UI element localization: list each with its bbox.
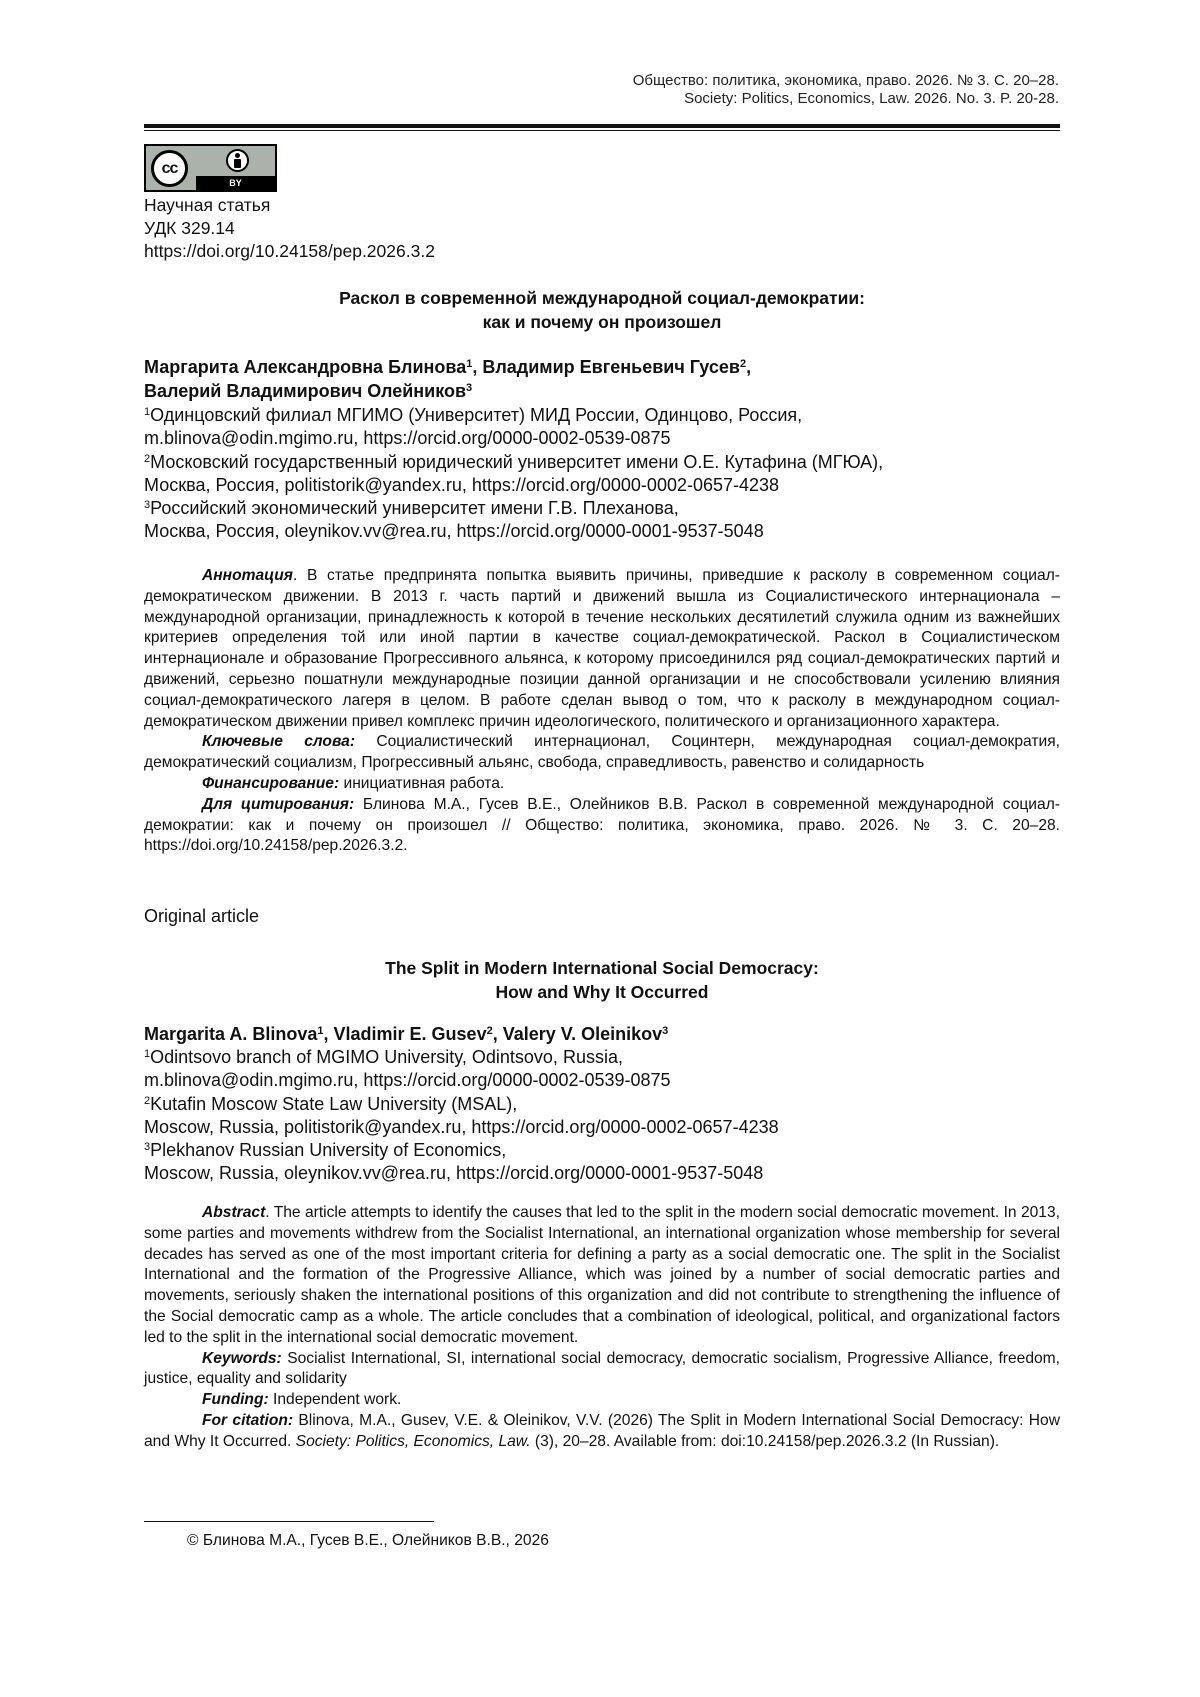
running-head bbox=[633, 72, 1059, 108]
author-sup: 2 bbox=[486, 1025, 493, 1037]
author-separator: , bbox=[323, 1024, 334, 1044]
citation-text: Blinova, M.A., Gusev, V.E. & Oleinikov, V.V. (2026) The Split in Modern International Social Democracy: How and Why It Occurred. bbox=[144, 1411, 1060, 1450]
abstract-text: . В статье предпринята попытка выявить причины, приведшие к расколу в современном социал-демократическом движении. В 2013 г. часть партий и движений вышла из Социалистического интернационала – международной организации, принадлежность к которой в течение нескольких десятилетий служила одним из важнейших критериев определения той или иной партии в качестве социал-демократической. Раскол в Социалистическом интернационале и образование Прогрессивного альянса, к которому присоединился ряд социал-демократических партий и движений, серьезно пошатнули международные позиции данной организации и не способствовали усилению влияния социал-демократического лагеря в целом. В работе сделан вывод о том, что к расколу в международном социал-демократическом движении привел комплекс причин идеологического, политического и организационного характера. bbox=[144, 567, 1060, 730]
author-name: Маргарита Александровна Блинова bbox=[144, 357, 467, 377]
authors-ru bbox=[144, 355, 1060, 403]
affiliation-contacts[interactable]: Москва, Россия, politistorik@yandex.ru, https://orcid.org/0000-0002-0657-4238 bbox=[144, 474, 780, 495]
author-name: Валерий Владимирович Олейников bbox=[144, 381, 467, 401]
citation-text: Блинова М.А., Гусев В.Е., Олейников В.В. Раскол в современной международной социал-демократии: как и почему он произошел // Общество: политика, экономика, право. 2026. № 3. С. 20–28. https://doi.org/10.24158/pep.2026.3.2. bbox=[144, 795, 1060, 855]
doi-link[interactable]: https://doi.org/10.24158/pep.2026.3.2 bbox=[144, 241, 435, 261]
abstract-label: Аннотация bbox=[202, 567, 293, 584]
article-title-ru bbox=[144, 286, 1060, 334]
journal-ref-ru: Общество: политика, экономика, право. 2026. № 3. С. 20–28. bbox=[632, 72, 1059, 89]
affiliation bbox=[144, 497, 1060, 520]
affiliation-line: Российский экономический университет имени Г.В. Плеханова, bbox=[150, 498, 679, 519]
abstract-ru bbox=[144, 566, 1060, 857]
citation-text-end: (3), 20–28. Available from: doi:10.24158/pep.2026.3.2 (In Russian). bbox=[530, 1432, 1000, 1450]
affiliation-num: 1 bbox=[144, 1048, 151, 1060]
affiliation-contacts[interactable]: m.blinova@odin.mgimo.ru, https://orcid.org/0000-0002-0539-0875 bbox=[144, 1070, 671, 1091]
keywords-paragraph bbox=[144, 1349, 1060, 1391]
author-sup: 3 bbox=[466, 382, 473, 394]
title-line: как и почему он произошел bbox=[482, 312, 722, 332]
affiliation-num: 3 bbox=[144, 1141, 151, 1154]
affiliation-contacts[interactable]: Moscow, Russia, oleynikov.vv@rea.ru, https://orcid.org/0000-0001-9537-5048 bbox=[144, 1163, 764, 1184]
keywords-text: Социалистический интернационал, Социнтерн, международная социал-демократия, демократический социализм, Прогрессивный альянс, свобода, справедливость, равенство и солидарность bbox=[144, 733, 1060, 772]
author-name: Valery V. Oleinikov bbox=[502, 1024, 663, 1044]
funding-label: Funding: bbox=[202, 1391, 269, 1409]
affiliation-line: Odintsovo branch of MGIMO University, Odintsovo, Russia, bbox=[150, 1047, 623, 1067]
funding-text: Independent work. bbox=[268, 1391, 402, 1409]
author-sup: 1 bbox=[317, 1025, 324, 1037]
affiliation-line: Московский государственный юридический университет имени О.Е. Кутафина (МГЮА), bbox=[150, 451, 884, 472]
affiliation bbox=[144, 451, 1060, 474]
affiliation-contacts[interactable]: Москва, Россия, oleynikov.vv@rea.ru, https://orcid.org/0000-0001-9537-5048 bbox=[144, 521, 764, 542]
article-meta bbox=[144, 194, 435, 263]
affiliation-contacts[interactable]: Moscow, Russia, politistorik@yandex.ru, https://orcid.org/0000-0002-0657-4238 bbox=[144, 1116, 779, 1137]
abstract-text: . The article attempts to identify the causes that led to the split in the modern social democratic movement. In 2013, some parties and movements withdrew from the Socialist International, an international organization whose membership for several decades has served as one of the most important criteria for defining a party as a social democratic one. The split in the Socialist International and the formation of the Progressive Alliance, which was joined by a number of social democratic parties and movements, seriously shaken the international positions of this organization and did not contribute to strengthening the influence of the Social democratic camp as a whole. The article concludes that a combination of ideological, political, and organizational factors led to the split in the international social democratic movement. bbox=[144, 1204, 1060, 1346]
copyright-notice: © Блинова М.А., Гусев В.Е., Олейников В.В., 2026 bbox=[187, 1532, 549, 1549]
funding-label: Финансирование: bbox=[202, 774, 340, 792]
affiliation-num: 2 bbox=[144, 1094, 151, 1107]
abstract-label: Abstract bbox=[202, 1204, 266, 1221]
author-sup: 1 bbox=[466, 358, 473, 370]
cc-by-icon[interactable] bbox=[144, 144, 277, 192]
by-label: BY bbox=[196, 176, 275, 190]
author-sup: 3 bbox=[662, 1025, 669, 1037]
funding-paragraph bbox=[144, 774, 1060, 795]
affiliation bbox=[144, 1046, 1060, 1069]
title-line: Раскол в современной международной социал-демократии: bbox=[339, 288, 865, 308]
author-separator: , bbox=[746, 357, 752, 377]
abstract-paragraph bbox=[144, 566, 1060, 732]
author-name: Margarita A. Blinova bbox=[144, 1024, 318, 1044]
funding-paragraph bbox=[144, 1390, 1060, 1411]
citation-paragraph bbox=[144, 795, 1060, 857]
affiliation bbox=[144, 404, 1060, 427]
affiliation-num: 2 bbox=[144, 452, 151, 465]
header-rule-thin bbox=[144, 130, 1060, 131]
article-type-en: Original article bbox=[144, 906, 260, 926]
funding-text: инициативная работа. bbox=[339, 774, 505, 792]
affiliation-contacts[interactable]: m.blinova@odin.mgimo.ru, https://orcid.org/0000-0002-0539-0875 bbox=[144, 428, 671, 449]
author-separator: , bbox=[472, 357, 483, 377]
article-title-en bbox=[144, 956, 1060, 1004]
journal-ref-en: Society: Politics, Economics, Law. 2026. No. 3. P. 20-28. bbox=[684, 90, 1059, 107]
keywords-paragraph bbox=[144, 732, 1060, 774]
affiliation-line: Plekhanov Russian University of Economics, bbox=[150, 1140, 507, 1161]
cc-logo-icon: cc bbox=[151, 150, 188, 187]
header-rule bbox=[144, 124, 1060, 128]
keywords-label: Ключевые слова: bbox=[202, 733, 356, 751]
author-name: Владимир Евгеньевич Гусев bbox=[482, 357, 740, 377]
keywords-label: Keywords: bbox=[202, 1349, 282, 1367]
affiliation bbox=[144, 1093, 1060, 1116]
keywords-text: Socialist International, SI, international social democracy, democratic socialism, Progressive Alliance, freedom, justice, equality and solidarity bbox=[144, 1349, 1060, 1388]
author-separator: , bbox=[492, 1024, 503, 1044]
affiliation bbox=[144, 1139, 1060, 1162]
affiliation-num: 1 bbox=[144, 406, 151, 418]
title-line: The Split in Modern International Social Democracy: bbox=[385, 958, 819, 978]
title-line: How and Why It Occurred bbox=[495, 982, 709, 1002]
citation-label: For citation: bbox=[202, 1411, 294, 1429]
citation-label: Для цитирования: bbox=[202, 795, 355, 813]
attribution-icon bbox=[226, 149, 249, 172]
citation-journal: Society: Politics, Economics, Law. bbox=[295, 1432, 531, 1450]
abstract-paragraph bbox=[144, 1203, 1060, 1349]
affiliation-line: Одинцовский филиал МГИМО (Университет) МИД России, Одинцово, Россия, bbox=[150, 405, 803, 425]
citation-paragraph bbox=[144, 1411, 1060, 1453]
footnote-rule bbox=[144, 1521, 434, 1522]
article-type: Научная статья bbox=[144, 195, 271, 215]
author-sup: 2 bbox=[739, 358, 747, 370]
authors-en bbox=[144, 1022, 1060, 1046]
affiliation-num: 3 bbox=[144, 499, 151, 512]
udk-code: УДК 329.14 bbox=[144, 218, 235, 238]
abstract-en bbox=[144, 1203, 1060, 1453]
affiliations-en bbox=[144, 1046, 1060, 1186]
affiliation-line: Kutafin Moscow State Law University (MSAL), bbox=[150, 1093, 518, 1114]
author-name: Vladimir E. Gusev bbox=[333, 1024, 487, 1044]
affiliations-ru bbox=[144, 404, 1060, 544]
